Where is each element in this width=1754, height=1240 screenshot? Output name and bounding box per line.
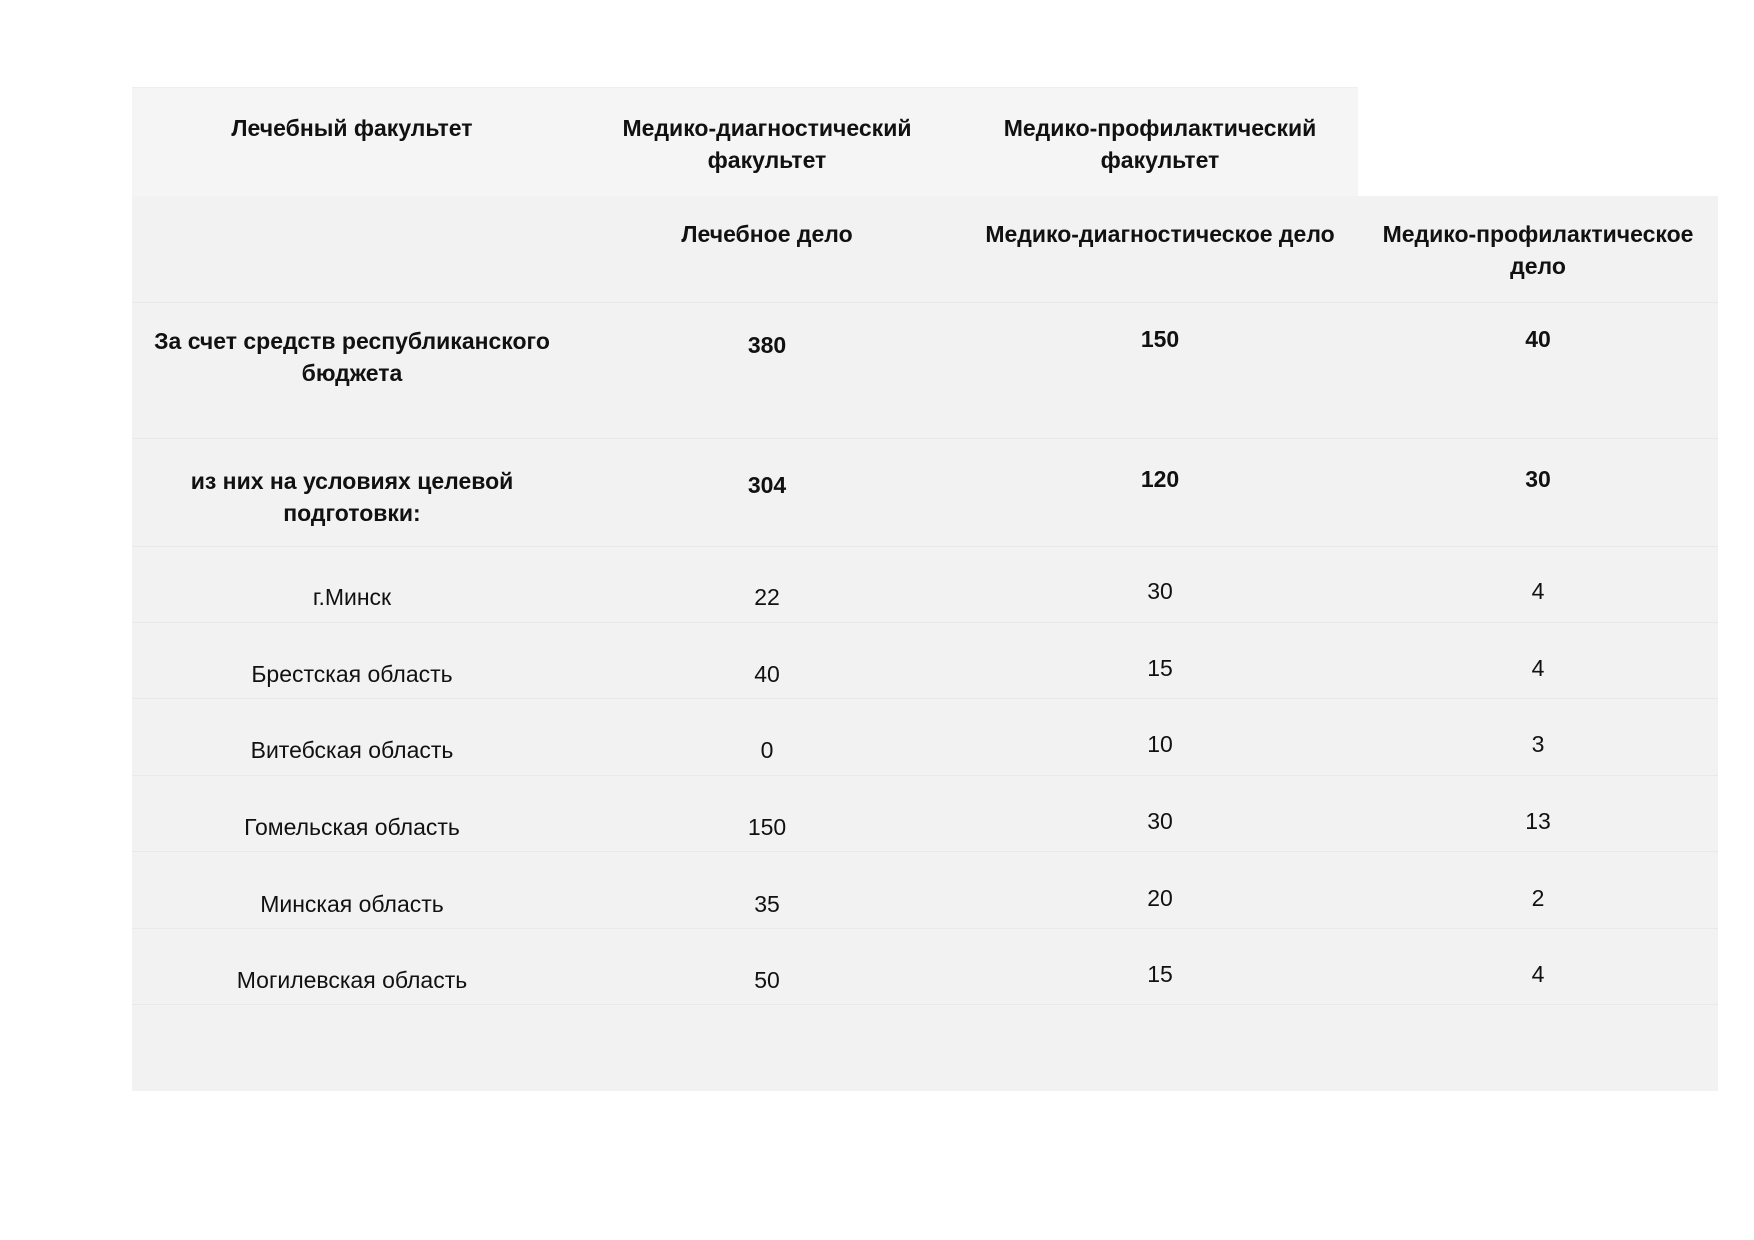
- region-value: 150: [747, 814, 787, 840]
- region-label-minsk-city: г.Минск: [312, 584, 392, 610]
- region-label-brest: Брестская область: [251, 661, 453, 687]
- region-value: 4: [1531, 655, 1545, 681]
- row-label-targeted-training: из них на условиях целевой подготовки:: [190, 468, 514, 526]
- row-separator: [132, 622, 1718, 623]
- region-value: 35: [754, 891, 780, 917]
- faculty-header-diagnostic: Медико-диагностический факультет: [622, 115, 912, 173]
- row-separator: [132, 775, 1718, 776]
- targeted-value-medical-diagnostics: 120: [1140, 466, 1180, 492]
- faculty-header-preventive: Медико-профилактический факультет: [1003, 115, 1317, 173]
- faculty-header-medical: Лечебный факультет: [231, 115, 473, 141]
- region-value: 30: [1147, 808, 1173, 834]
- region-value: 4: [1531, 961, 1545, 987]
- region-value: 4: [1531, 578, 1545, 604]
- row-separator: [132, 1004, 1718, 1005]
- region-value: 50: [754, 967, 780, 993]
- region-label-gomel: Гомельская область: [244, 814, 460, 840]
- budget-value-medical-diagnostics: 150: [1140, 326, 1180, 352]
- targeted-value-medical-prevention: 30: [1525, 466, 1551, 492]
- row-separator: [132, 851, 1718, 852]
- region-label-mogilev: Могилевская область: [236, 967, 468, 993]
- region-value: 15: [1147, 655, 1173, 681]
- row-separator: [132, 438, 1718, 439]
- region-value: 3: [1531, 731, 1545, 757]
- specialty-header-general-medicine: Лечебное дело: [681, 221, 853, 247]
- row-label-budget: За счет средств республиканского бюджета: [154, 328, 550, 386]
- targeted-value-general-medicine: 304: [747, 472, 787, 498]
- region-value: 30: [1147, 578, 1173, 604]
- region-value: 2: [1531, 885, 1545, 911]
- row-separator: [132, 698, 1718, 699]
- specialty-header-medical-diagnostics: Медико-диагностическое дело: [985, 221, 1335, 247]
- budget-value-general-medicine: 380: [747, 332, 787, 358]
- row-separator: [132, 546, 1718, 547]
- row-separator: [132, 302, 1718, 303]
- region-value: 15: [1147, 961, 1173, 987]
- row-separator: [132, 928, 1718, 929]
- region-label-minsk-oblast: Минская область: [260, 891, 444, 917]
- region-value: 20: [1147, 885, 1173, 911]
- region-value: 13: [1525, 808, 1551, 834]
- region-label-vitebsk: Витебская область: [250, 737, 454, 763]
- region-value: 0: [760, 737, 774, 763]
- region-value: 10: [1147, 731, 1173, 757]
- specialty-header-empty: [132, 202, 572, 266]
- specialty-header-medical-prevention: Медико-профилактическое дело: [1382, 221, 1694, 279]
- region-value: 40: [754, 661, 780, 687]
- region-value: 22: [754, 584, 780, 610]
- budget-value-medical-prevention: 40: [1525, 326, 1551, 352]
